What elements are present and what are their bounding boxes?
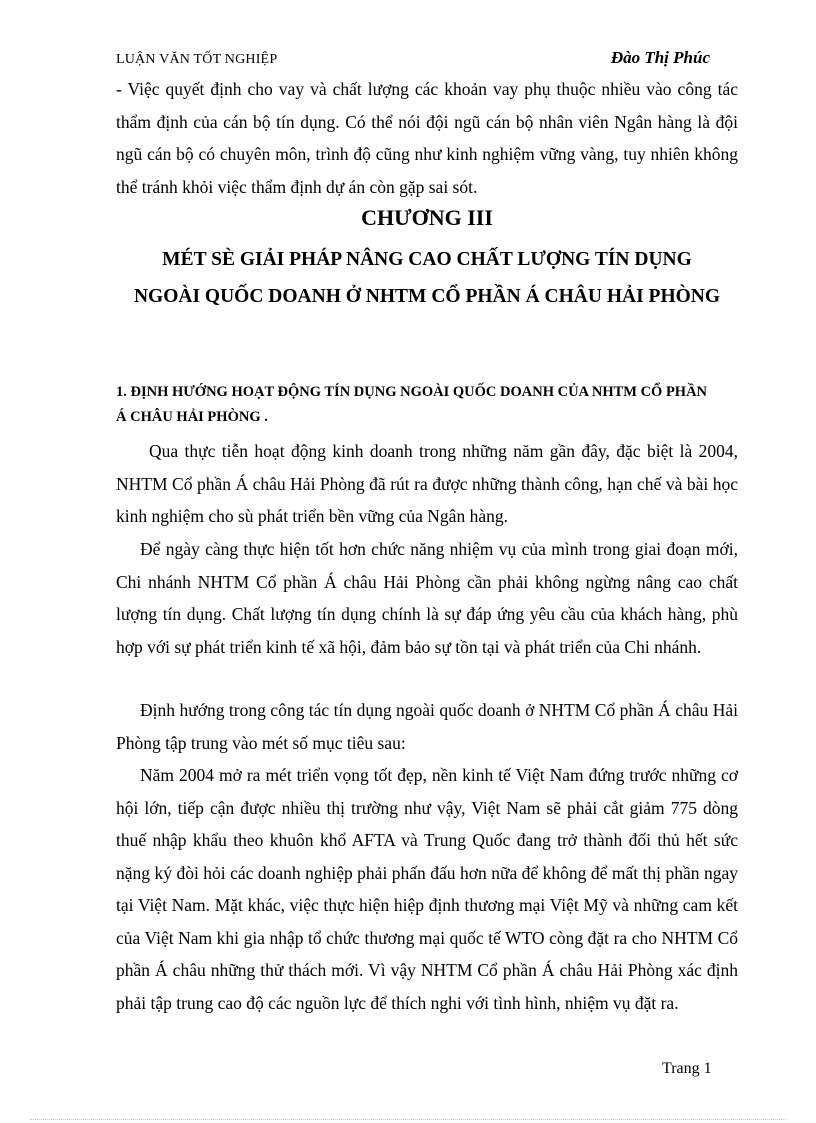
chapter-title: MÉT SÈ GIẢI PHÁP NÂNG CAO CHẤT LƯỢNG TÍN DỤNG NGOÀI QUỐC DOANH Ở NHTM CỔ PHẦN Á CHÂU HẢI PHÒNG (133, 249, 721, 307)
paragraph-3: Định hướng trong công tác tín dụng ngoài quốc doanh ở NHTM Cổ phần Á châu Hải Phòng tập trung vào mét số mục tiêu sau: (116, 700, 738, 753)
header-author: Đào Thị Phúc (610, 48, 710, 67)
page-number: Trang 1 (662, 1060, 712, 1077)
page-header (116, 48, 710, 72)
header-thesis-label: LUẬN VĂN TỐT NGHIỆP (116, 52, 278, 67)
page-bottom-divider (30, 1119, 786, 1120)
paragraph-1: Qua thực tiễn hoạt động kinh doanh trong những năm gần đây, đặc biệt là 2004, NHTM Cổ phần Á châu Hải Phòng đã rút ra được những thành công, hạn chế và bài học kinh nghiệm cho sù phát triển bền vững của Ngân hàng. (116, 441, 738, 526)
chapter-number: CHƯƠNG III (361, 205, 493, 230)
section-heading: 1. ĐỊNH HƯỚNG HOẠT ĐỘNG TÍN DỤNG NGOÀI QUỐC DOANH CỦA NHTM CỔ PHẦN Á CHÂU HẢI PHÒNG . (116, 384, 708, 425)
paragraph-4: Năm 2004 mở ra mét triển vọng tốt đẹp, nền kinh tế Việt Nam đứng trước những cơ hội lớn, tiếp cận được nhiều thị trường như vậy, Việt Nam sẽ phải cắt giảm 775 dòng thuế nhập khẩu theo khuôn khổ AFTA và Trung Quốc đang trở thành đối thủ hết sức nặng ký đòi hỏi các doanh nghiệp phải phấn đấu hơn nữa để không để mất thị phần ngay tại Việt Nam. Mặt khác, việc thực hiện hiệp định thương mại Việt Mỹ và những cam kết của Việt Nam khi gia nhập tổ chức thương mại quốc tế WTO còng đặt ra cho NHTM Cổ phần Á châu những thử thách mới. Vì vậy NHTM Cổ phần Á châu Hải Phòng xác định phải tập trung cao độ các nguồn lực để thích nghi với tình hình, nhiệm vụ đặt ra. (116, 765, 738, 1013)
paragraph-intro: - Việc quyết định cho vay và chất lượng các khoản vay phụ thuộc nhiều vào công tác thẩm định của cán bộ tín dụng. Có thể nói đội ngũ cán bộ nhân viên Ngân hàng là đội ngũ cán bộ có chuyên môn, trình độ cũng như kinh nghiệm vững vàng, tuy nhiên không thể tránh khỏi việc thẩm định dự án còn gặp sai sót. (116, 79, 738, 197)
paragraph-2: Để ngày càng thực hiện tốt hơn chức năng nhiệm vụ của mình trong giai đoạn mới, Chi nhánh NHTM Cổ phần Á châu Hải Phòng cần phải không ngừng nâng cao chất lượng tín dụng. Chất lượng tín dụng chính là sự đáp ứng yêu cầu của khách hàng, phù hợp với sự phát triển kinh tế xã hội, đảm bảo sự tồn tại và phát triển của Chi nhánh. (116, 539, 738, 657)
